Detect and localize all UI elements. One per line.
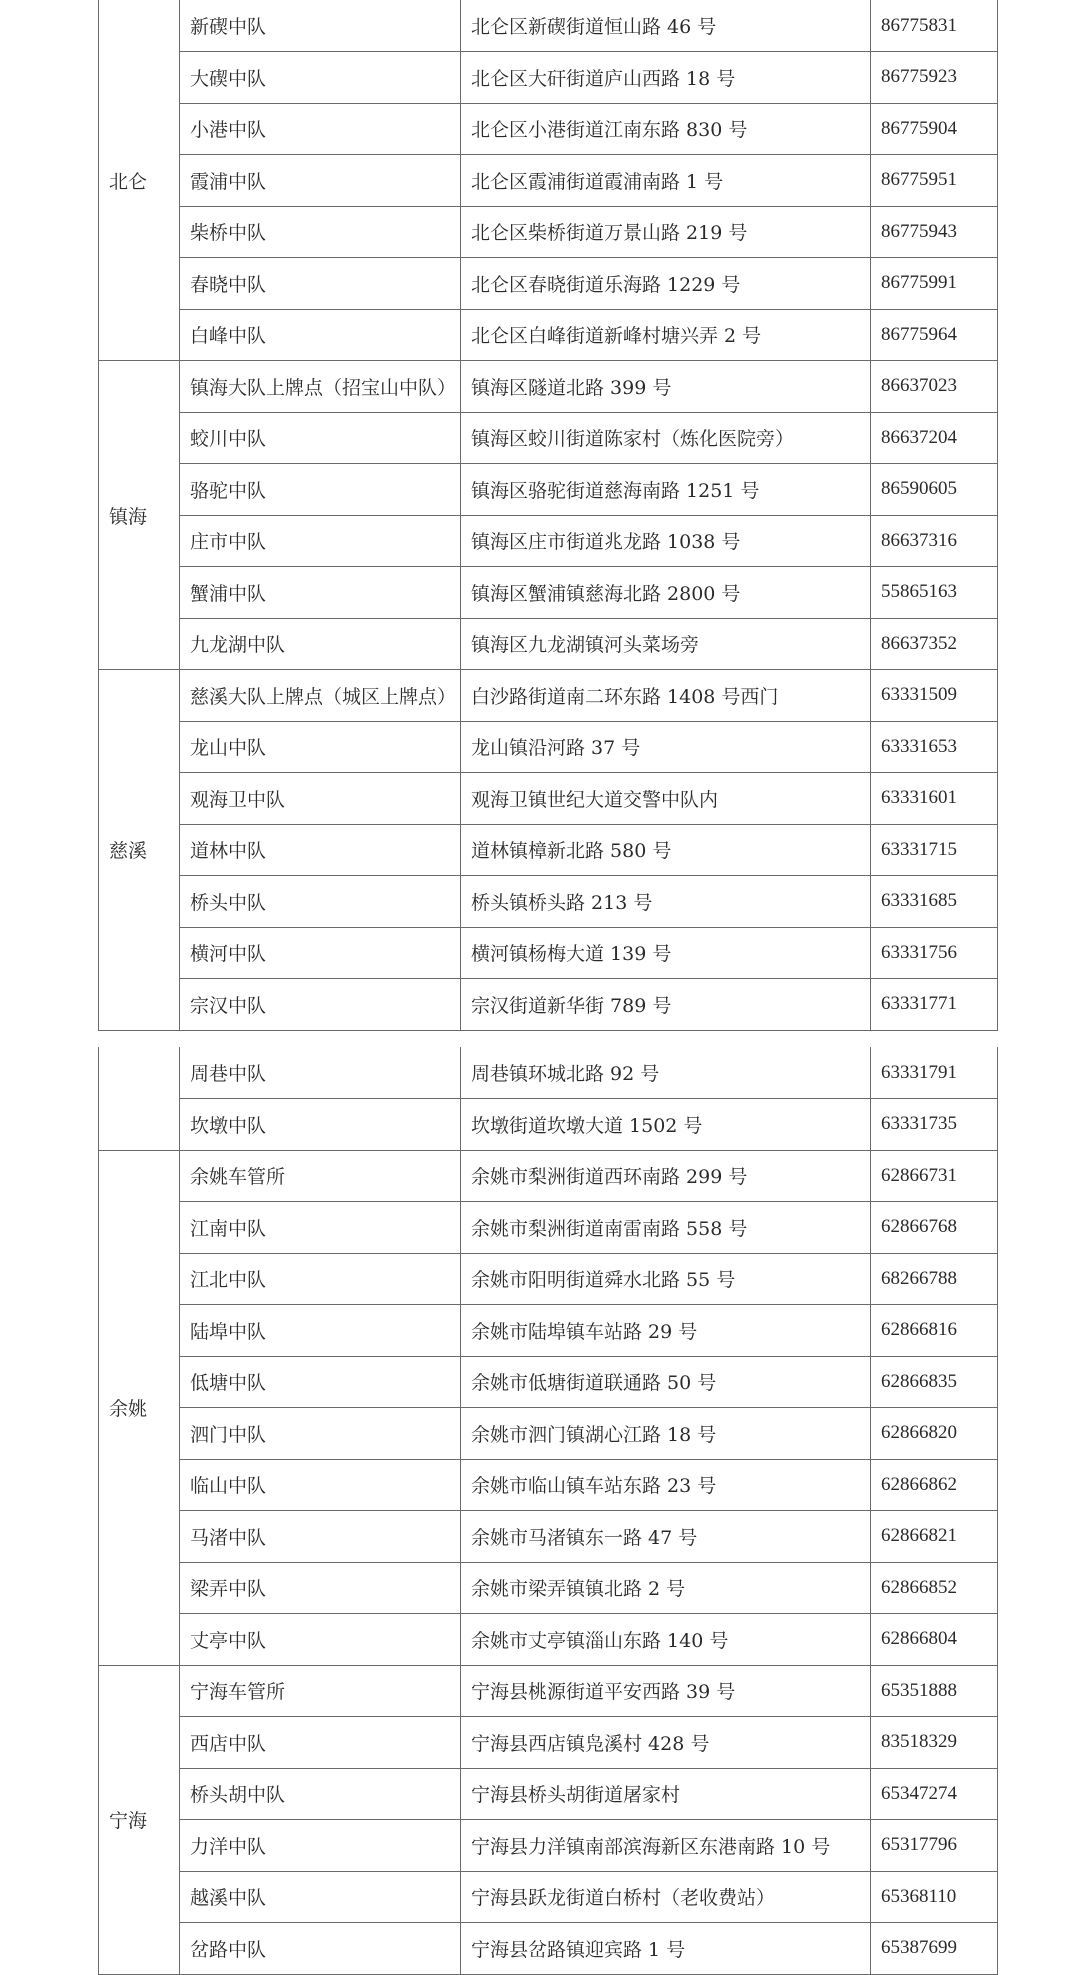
office-table-part-2 bbox=[98, 1047, 998, 1975]
address-cell: 余姚市马渚镇东一路 47 号 bbox=[461, 1511, 871, 1563]
unit-name-cell: 桥头中队 bbox=[180, 876, 461, 928]
unit-name-cell: 丈亭中队 bbox=[180, 1614, 461, 1666]
phone-cell: 86637204 bbox=[871, 412, 998, 464]
unit-name-cell: 岔路中队 bbox=[180, 1923, 461, 1975]
table-row bbox=[99, 824, 998, 876]
unit-name-cell: 镇海大队上牌点（招宝山中队） bbox=[180, 361, 461, 413]
phone-cell: 62866835 bbox=[871, 1356, 998, 1408]
phone-cell: 63331771 bbox=[871, 979, 998, 1031]
address-cell: 余姚市丈亭镇淄山东路 140 号 bbox=[461, 1614, 871, 1666]
phone-cell: 63331653 bbox=[871, 721, 998, 773]
unit-name-cell: 坎墩中队 bbox=[180, 1099, 461, 1151]
address-cell: 镇海区蛟川街道陈家村（炼化医院旁） bbox=[461, 412, 871, 464]
phone-cell: 86775943 bbox=[871, 206, 998, 258]
address-cell: 宁海县桃源街道平安西路 39 号 bbox=[461, 1665, 871, 1717]
table-row bbox=[99, 52, 998, 104]
region-cell-continued bbox=[99, 1047, 180, 1150]
unit-name-cell: 白峰中队 bbox=[180, 309, 461, 361]
unit-name-cell: 越溪中队 bbox=[180, 1871, 461, 1923]
phone-cell: 86637352 bbox=[871, 618, 998, 670]
table-row bbox=[99, 206, 998, 258]
address-cell: 宁海县桥头胡街道屠家村 bbox=[461, 1768, 871, 1820]
address-cell: 龙山镇沿河路 37 号 bbox=[461, 721, 871, 773]
address-cell: 镇海区蟹浦镇慈海北路 2800 号 bbox=[461, 567, 871, 619]
phone-cell: 86775923 bbox=[871, 52, 998, 104]
phone-cell: 62866768 bbox=[871, 1202, 998, 1254]
table-row bbox=[99, 103, 998, 155]
unit-name-cell: 江南中队 bbox=[180, 1202, 461, 1254]
table-row bbox=[99, 1408, 998, 1460]
address-cell: 余姚市泗门镇湖心江路 18 号 bbox=[461, 1408, 871, 1460]
phone-cell: 62866852 bbox=[871, 1562, 998, 1614]
address-cell: 北仑区春晓街道乐海路 1229 号 bbox=[461, 258, 871, 310]
address-cell: 宁海县西店镇凫溪村 428 号 bbox=[461, 1717, 871, 1769]
unit-name-cell: 慈溪大队上牌点（城区上牌点） bbox=[180, 670, 461, 722]
unit-name-cell: 大碶中队 bbox=[180, 52, 461, 104]
table-row bbox=[99, 0, 998, 52]
phone-cell: 55865163 bbox=[871, 567, 998, 619]
table-row bbox=[99, 464, 998, 516]
table-row bbox=[99, 1717, 998, 1769]
table-row bbox=[99, 927, 998, 979]
unit-name-cell: 梁弄中队 bbox=[180, 1562, 461, 1614]
phone-cell: 65351888 bbox=[871, 1665, 998, 1717]
table-row bbox=[99, 1923, 998, 1975]
phone-cell: 68266788 bbox=[871, 1253, 998, 1305]
phone-cell: 65368110 bbox=[871, 1871, 998, 1923]
phone-cell: 62866862 bbox=[871, 1459, 998, 1511]
address-cell: 宁海县岔路镇迎宾路 1 号 bbox=[461, 1923, 871, 1975]
table-row bbox=[99, 721, 998, 773]
unit-name-cell: 江北中队 bbox=[180, 1253, 461, 1305]
unit-name-cell: 蟹浦中队 bbox=[180, 567, 461, 619]
phone-cell: 86590605 bbox=[871, 464, 998, 516]
phone-cell: 65347274 bbox=[871, 1768, 998, 1820]
phone-cell: 62866821 bbox=[871, 1511, 998, 1563]
table-row bbox=[99, 309, 998, 361]
table-row bbox=[99, 773, 998, 825]
region-cell: 余姚 bbox=[99, 1150, 180, 1665]
table-row bbox=[99, 1047, 998, 1099]
unit-name-cell: 余姚车管所 bbox=[180, 1150, 461, 1202]
address-cell: 北仑区柴桥街道万景山路 219 号 bbox=[461, 206, 871, 258]
address-cell: 周巷镇环城北路 92 号 bbox=[461, 1047, 871, 1099]
table-row bbox=[99, 1150, 998, 1202]
phone-cell: 62866731 bbox=[871, 1150, 998, 1202]
address-cell: 镇海区九龙湖镇河头菜场旁 bbox=[461, 618, 871, 670]
unit-name-cell: 小港中队 bbox=[180, 103, 461, 155]
address-cell: 宗汉街道新华街 789 号 bbox=[461, 979, 871, 1031]
phone-cell: 86775831 bbox=[871, 0, 998, 52]
address-cell: 余姚市梨洲街道南雷南路 558 号 bbox=[461, 1202, 871, 1254]
address-cell: 坎墩街道坎墩大道 1502 号 bbox=[461, 1099, 871, 1151]
address-cell: 北仑区白峰街道新峰村塘兴弄 2 号 bbox=[461, 309, 871, 361]
address-cell: 桥头镇桥头路 213 号 bbox=[461, 876, 871, 928]
table-row bbox=[99, 1099, 998, 1151]
unit-name-cell: 龙山中队 bbox=[180, 721, 461, 773]
table-row bbox=[99, 1871, 998, 1923]
unit-name-cell: 力洋中队 bbox=[180, 1820, 461, 1872]
phone-cell: 86637316 bbox=[871, 515, 998, 567]
address-cell: 宁海县跃龙街道白桥村（老收费站） bbox=[461, 1871, 871, 1923]
address-cell: 镇海区隧道北路 399 号 bbox=[461, 361, 871, 413]
table-row bbox=[99, 1665, 998, 1717]
address-cell: 北仑区霞浦街道霞浦南路 1 号 bbox=[461, 155, 871, 207]
table-row bbox=[99, 1768, 998, 1820]
address-cell: 观海卫镇世纪大道交警中队内 bbox=[461, 773, 871, 825]
address-cell: 宁海县力洋镇南部滨海新区东港南路 10 号 bbox=[461, 1820, 871, 1872]
unit-name-cell: 柴桥中队 bbox=[180, 206, 461, 258]
phone-cell: 63331685 bbox=[871, 876, 998, 928]
region-cell: 北仑 bbox=[99, 0, 180, 361]
phone-cell: 86775951 bbox=[871, 155, 998, 207]
table-row bbox=[99, 1253, 998, 1305]
phone-cell: 63331715 bbox=[871, 824, 998, 876]
phone-cell: 83518329 bbox=[871, 1717, 998, 1769]
phone-cell: 65317796 bbox=[871, 1820, 998, 1872]
address-cell: 道林镇樟新北路 580 号 bbox=[461, 824, 871, 876]
unit-name-cell: 观海卫中队 bbox=[180, 773, 461, 825]
unit-name-cell: 临山中队 bbox=[180, 1459, 461, 1511]
unit-name-cell: 道林中队 bbox=[180, 824, 461, 876]
table-row bbox=[99, 155, 998, 207]
address-cell: 白沙路街道南二环东路 1408 号西门 bbox=[461, 670, 871, 722]
unit-name-cell: 庄市中队 bbox=[180, 515, 461, 567]
address-cell: 余姚市梁弄镇镇北路 2 号 bbox=[461, 1562, 871, 1614]
phone-cell: 86637023 bbox=[871, 361, 998, 413]
phone-cell: 62866816 bbox=[871, 1305, 998, 1357]
phone-cell: 86775964 bbox=[871, 309, 998, 361]
office-table-part-1 bbox=[98, 0, 998, 1031]
table-row bbox=[99, 979, 998, 1031]
address-cell: 镇海区骆驼街道慈海南路 1251 号 bbox=[461, 464, 871, 516]
table-row bbox=[99, 1562, 998, 1614]
phone-cell: 63331756 bbox=[871, 927, 998, 979]
phone-cell: 62866820 bbox=[871, 1408, 998, 1460]
table-row bbox=[99, 567, 998, 619]
address-cell: 北仑区大矸街道庐山西路 18 号 bbox=[461, 52, 871, 104]
phone-cell: 62866804 bbox=[871, 1614, 998, 1666]
table-row bbox=[99, 670, 998, 722]
unit-name-cell: 西店中队 bbox=[180, 1717, 461, 1769]
unit-name-cell: 马渚中队 bbox=[180, 1511, 461, 1563]
table-row bbox=[99, 412, 998, 464]
address-cell: 镇海区庄市街道兆龙路 1038 号 bbox=[461, 515, 871, 567]
unit-name-cell: 周巷中队 bbox=[180, 1047, 461, 1099]
table-row bbox=[99, 1511, 998, 1563]
table-row bbox=[99, 618, 998, 670]
table-row bbox=[99, 1356, 998, 1408]
table-row bbox=[99, 1820, 998, 1872]
unit-name-cell: 横河中队 bbox=[180, 927, 461, 979]
unit-name-cell: 九龙湖中队 bbox=[180, 618, 461, 670]
table-row bbox=[99, 1202, 998, 1254]
unit-name-cell: 骆驼中队 bbox=[180, 464, 461, 516]
address-cell: 余姚市低塘街道联通路 50 号 bbox=[461, 1356, 871, 1408]
phone-cell: 86775991 bbox=[871, 258, 998, 310]
phone-cell: 63331791 bbox=[871, 1047, 998, 1099]
unit-name-cell: 春晓中队 bbox=[180, 258, 461, 310]
table-row bbox=[99, 515, 998, 567]
unit-name-cell: 桥头胡中队 bbox=[180, 1768, 461, 1820]
phone-cell: 86775904 bbox=[871, 103, 998, 155]
phone-cell: 63331601 bbox=[871, 773, 998, 825]
unit-name-cell: 宗汉中队 bbox=[180, 979, 461, 1031]
address-cell: 北仑区新碶街道恒山路 46 号 bbox=[461, 0, 871, 52]
region-cell: 宁海 bbox=[99, 1665, 180, 1974]
address-cell: 北仑区小港街道江南东路 830 号 bbox=[461, 103, 871, 155]
address-cell: 余姚市阳明街道舜水北路 55 号 bbox=[461, 1253, 871, 1305]
address-cell: 余姚市临山镇车站东路 23 号 bbox=[461, 1459, 871, 1511]
table-row bbox=[99, 361, 998, 413]
address-cell: 余姚市梨洲街道西环南路 299 号 bbox=[461, 1150, 871, 1202]
unit-name-cell: 陆埠中队 bbox=[180, 1305, 461, 1357]
table-row bbox=[99, 1614, 998, 1666]
phone-cell: 65387699 bbox=[871, 1923, 998, 1975]
unit-name-cell: 蛟川中队 bbox=[180, 412, 461, 464]
region-cell: 镇海 bbox=[99, 361, 180, 670]
region-cell: 慈溪 bbox=[99, 670, 180, 1031]
address-cell: 横河镇杨梅大道 139 号 bbox=[461, 927, 871, 979]
table-row bbox=[99, 1459, 998, 1511]
address-cell: 余姚市陆埠镇车站路 29 号 bbox=[461, 1305, 871, 1357]
unit-name-cell: 霞浦中队 bbox=[180, 155, 461, 207]
table-row bbox=[99, 258, 998, 310]
unit-name-cell: 泗门中队 bbox=[180, 1408, 461, 1460]
table-row bbox=[99, 876, 998, 928]
unit-name-cell: 新碶中队 bbox=[180, 0, 461, 52]
phone-cell: 63331509 bbox=[871, 670, 998, 722]
unit-name-cell: 宁海车管所 bbox=[180, 1665, 461, 1717]
table-row bbox=[99, 1305, 998, 1357]
phone-cell: 63331735 bbox=[871, 1099, 998, 1151]
unit-name-cell: 低塘中队 bbox=[180, 1356, 461, 1408]
